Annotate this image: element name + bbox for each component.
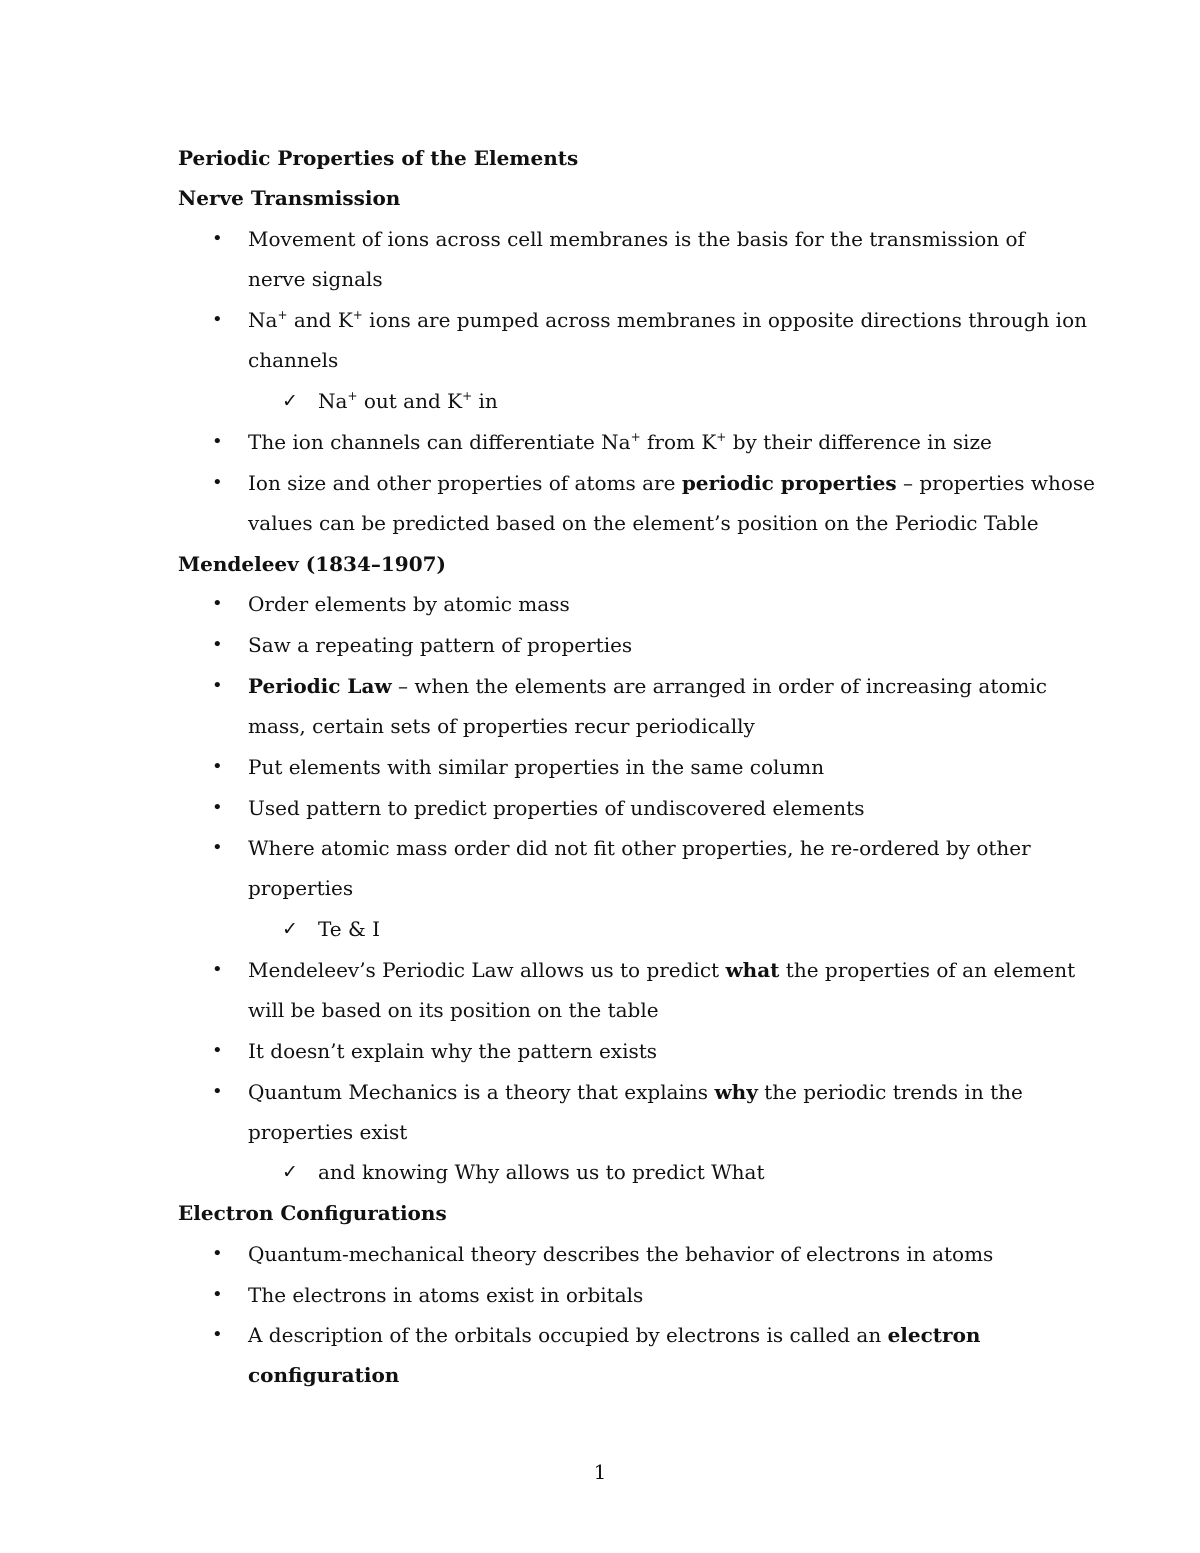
term-why: why — [714, 1080, 758, 1104]
list-item-text: Mendeleev’s Periodic Law allows us to predict what the properties of an element — [248, 958, 1076, 982]
checkmark-icon: ✓ — [282, 1161, 298, 1183]
list-item-text: will be based on its position on the table — [248, 998, 659, 1022]
bullet-icon: • — [212, 431, 223, 452]
checkmark-icon: ✓ — [282, 918, 298, 940]
list-item-text: properties — [248, 876, 354, 900]
list-item-text: Na+ and K+ ions are pumped across membranes in opposite directions through ion — [248, 308, 1087, 332]
term-periodic-law: Periodic Law — [248, 674, 392, 698]
sub-list-item-text: Te & I — [318, 917, 381, 941]
list-item-text: Used pattern to predict properties of undiscovered elements — [248, 796, 865, 820]
list-item-text: Where atomic mass order did not fit other properties, he re-ordered by other — [248, 836, 1031, 860]
term-electron: electron — [887, 1323, 981, 1347]
sub-list-item-text: Na+ out and K+ in — [318, 389, 498, 413]
list-item-text: Quantum-mechanical theory describes the behavior of electrons in atoms — [248, 1242, 994, 1266]
bullet-icon: • — [212, 1324, 223, 1345]
bullet-icon: • — [212, 228, 223, 249]
list-item-text: mass, certain sets of properties recur periodically — [248, 714, 755, 738]
list-item-text: channels — [248, 348, 339, 372]
list-item-text: Movement of ions across cell membranes is the basis for the transmission of — [248, 227, 1025, 251]
bullet-icon: • — [212, 756, 223, 777]
term-periodic-properties: periodic properties — [681, 471, 897, 495]
bullet-icon: • — [212, 1081, 223, 1102]
list-item-text: A description of the orbitals occupied by electrons is called an electron — [248, 1323, 981, 1347]
list-item-text: nerve signals — [248, 267, 383, 291]
document-title: Periodic Properties of the Elements — [178, 146, 579, 170]
bullet-icon: • — [212, 675, 223, 696]
list-item-text: The electrons in atoms exist in orbitals — [248, 1283, 644, 1307]
checkmark-icon: ✓ — [282, 390, 298, 412]
bullet-icon: • — [212, 797, 223, 818]
section-heading-electron-configurations: Electron Configurations — [178, 1201, 447, 1225]
list-item-text: The ion channels can differentiate Na+ from K+ by their difference in size — [248, 430, 992, 454]
bullet-icon: • — [212, 959, 223, 980]
list-item-text: properties exist — [248, 1120, 408, 1144]
list-item-text: Order elements by atomic mass — [248, 592, 570, 616]
section-heading-mendeleev: Mendeleev (1834–1907) — [178, 552, 446, 576]
term-configuration: configuration — [248, 1363, 400, 1387]
bullet-icon: • — [212, 593, 223, 614]
bullet-icon: • — [212, 1243, 223, 1264]
list-item-text — [248, 1363, 399, 1387]
list-item-text: values can be predicted based on the element’s position on the Periodic Table — [248, 511, 1039, 535]
bullet-icon: • — [212, 837, 223, 858]
list-item-text: Saw a repeating pattern of properties — [248, 633, 633, 657]
bullet-icon: • — [212, 1284, 223, 1305]
bullet-icon: • — [212, 472, 223, 493]
list-item-text: Ion size and other properties of atoms are periodic properties – properties whose — [248, 471, 1096, 495]
page-number: 1 — [593, 1460, 607, 1484]
section-heading-nerve-transmission: Nerve Transmission — [178, 186, 401, 210]
list-item-text: It doesn’t explain why the pattern exists — [248, 1039, 658, 1063]
list-item-text: Periodic Law – when the elements are arranged in order of increasing atomic — [248, 674, 1047, 698]
list-item-text: Quantum Mechanics is a theory that explains why the periodic trends in the — [248, 1080, 1023, 1104]
term-what: what — [725, 958, 780, 982]
bullet-icon: • — [212, 634, 223, 655]
bullet-icon: • — [212, 309, 223, 330]
bullet-icon: • — [212, 1040, 223, 1061]
sub-list-item-text: and knowing Why allows us to predict What — [318, 1160, 765, 1184]
list-item-text: Put elements with similar properties in the same column — [248, 755, 825, 779]
